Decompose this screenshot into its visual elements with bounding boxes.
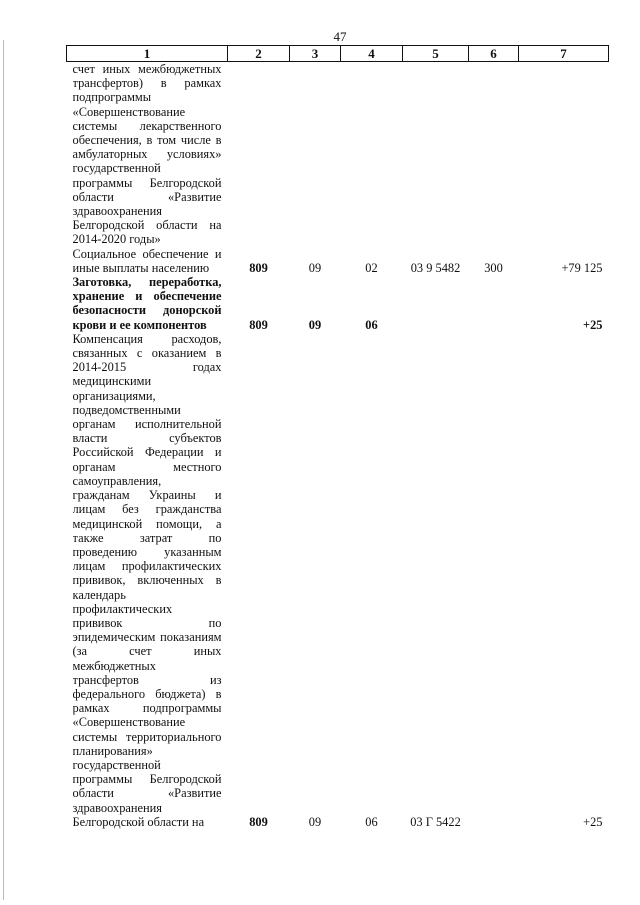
description-line: программы Белгородской (72, 175, 222, 190)
description-line: здравоохранения (72, 800, 162, 815)
header-col-3: 3 (290, 46, 341, 62)
description-line: планирования» (72, 743, 153, 758)
description-line: хранение и обеспечение (72, 289, 222, 304)
description-line: государственной (72, 161, 161, 176)
description-line: Заготовка, переработка, (72, 275, 222, 290)
description-line: «Совершенствование (72, 104, 186, 119)
description-line: трансфертов из (72, 672, 222, 687)
description-line: 2014-2020 годы» (72, 232, 161, 247)
budget-table (66, 45, 609, 829)
page-number: 47 (333, 29, 347, 44)
description-line: профилактических (72, 601, 173, 616)
description-line: Социальное обеспечение и (72, 246, 222, 261)
description-line: 2014-2015 годах (72, 360, 222, 375)
description-line: организациями, (72, 388, 156, 403)
row-description (67, 332, 228, 829)
description-line: самоуправления, (72, 473, 162, 488)
description-line: государственной (72, 757, 161, 772)
description-line: здравоохранения (72, 204, 162, 219)
cell-col-6 (469, 275, 519, 332)
row-description (67, 275, 228, 332)
header-col-6: 6 (469, 46, 519, 62)
description-line: медицинскими (72, 374, 152, 389)
cell-col-2 (228, 62, 290, 247)
header-col-1: 1 (67, 46, 228, 62)
description-line: прививок, включенных в (72, 573, 222, 588)
description-line: органам местного (72, 459, 222, 474)
table-row (67, 62, 609, 247)
description-line: области «Развитие (72, 786, 222, 801)
description-line: медицинской помощи, а (72, 516, 222, 531)
cell-col-6 (469, 332, 519, 829)
description-line: гражданам Украины и (72, 488, 222, 503)
header-col-4: 4 (341, 46, 403, 62)
cell-col-3: 09 (308, 814, 322, 829)
description-line: рамках подпрограммы (72, 701, 222, 716)
description-line: обеспечения, в том числе в (72, 133, 222, 148)
cell-col-7: +25 (583, 814, 603, 829)
description-line: системы лекарственного (72, 118, 222, 133)
description-line: Белгородской области на (72, 218, 222, 233)
cell-col-2: 809 (249, 260, 268, 275)
row-description (67, 247, 228, 275)
description-line: Российской Федерации и (72, 445, 222, 460)
cell-col-3: 09 (308, 260, 322, 275)
cell-col-5 (403, 62, 469, 247)
description-line: программы Белгородской (72, 772, 222, 787)
cell-col-5: 03 Г 5422 (410, 814, 461, 829)
description-line: счет иных межбюджетных (72, 62, 222, 76)
description-line: также затрат по (72, 530, 222, 545)
description-line: связанных с оказанием в (72, 346, 222, 361)
cell-col-6 (469, 62, 519, 247)
cell-col-2: 809 (249, 814, 268, 829)
cell-col-4: 06 (365, 317, 378, 332)
table-row (67, 275, 609, 332)
description-line: безопасности донорской (72, 303, 222, 318)
cell-col-7: +25 (583, 317, 603, 332)
description-line: прививок по (72, 615, 222, 630)
header-col-5: 5 (403, 46, 469, 62)
description-line: трансфертов) в рамках (72, 76, 222, 91)
cell-col-6: 300 (484, 260, 503, 275)
table-row (67, 332, 609, 829)
description-line: органам исполнительной (72, 417, 222, 432)
description-line: эпидемическим показаниям (72, 630, 222, 645)
cell-col-5 (403, 275, 469, 332)
description-line: системы территориального (72, 729, 222, 744)
description-line: Компенсация расходов, (72, 331, 222, 346)
cell-col-7: +79 125 (561, 260, 603, 275)
description-line: амбулаторных условиях» (72, 147, 222, 162)
description-line: крови и ее компонентов (72, 317, 207, 332)
cell-col-3: 09 (308, 317, 322, 332)
cell-col-3 (290, 62, 341, 247)
description-line: власти субъектов (72, 431, 222, 446)
description-line: проведению указанным (72, 544, 222, 559)
row-description (67, 62, 228, 247)
description-line: федерального бюджета) в (72, 686, 222, 701)
cell-col-4 (341, 62, 403, 247)
cell-col-7 (519, 62, 609, 247)
scan-edge-line (3, 40, 4, 900)
table-row (67, 247, 609, 275)
description-line: подпрограммы (72, 90, 152, 105)
cell-col-4: 02 (365, 260, 378, 275)
cell-col-4: 06 (365, 814, 378, 829)
description-line: области «Развитие (72, 189, 222, 204)
description-line: Белгородской области на (72, 814, 205, 829)
header-row (67, 46, 609, 62)
header-col-2: 2 (228, 46, 290, 62)
cell-col-2: 809 (249, 317, 268, 332)
description-line: лицам без гражданства (72, 502, 222, 517)
cell-col-5: 03 9 5482 (410, 260, 461, 275)
description-line: (за счет иных (72, 644, 222, 659)
description-line: лицам профилактических (72, 559, 222, 574)
description-line: «Совершенствование (72, 715, 186, 730)
description-line: иные выплаты населению (72, 260, 210, 275)
description-line: межбюджетных (72, 658, 156, 673)
description-line: календарь (72, 587, 126, 602)
description-line: подведомственными (72, 402, 181, 417)
header-col-7: 7 (519, 46, 609, 62)
